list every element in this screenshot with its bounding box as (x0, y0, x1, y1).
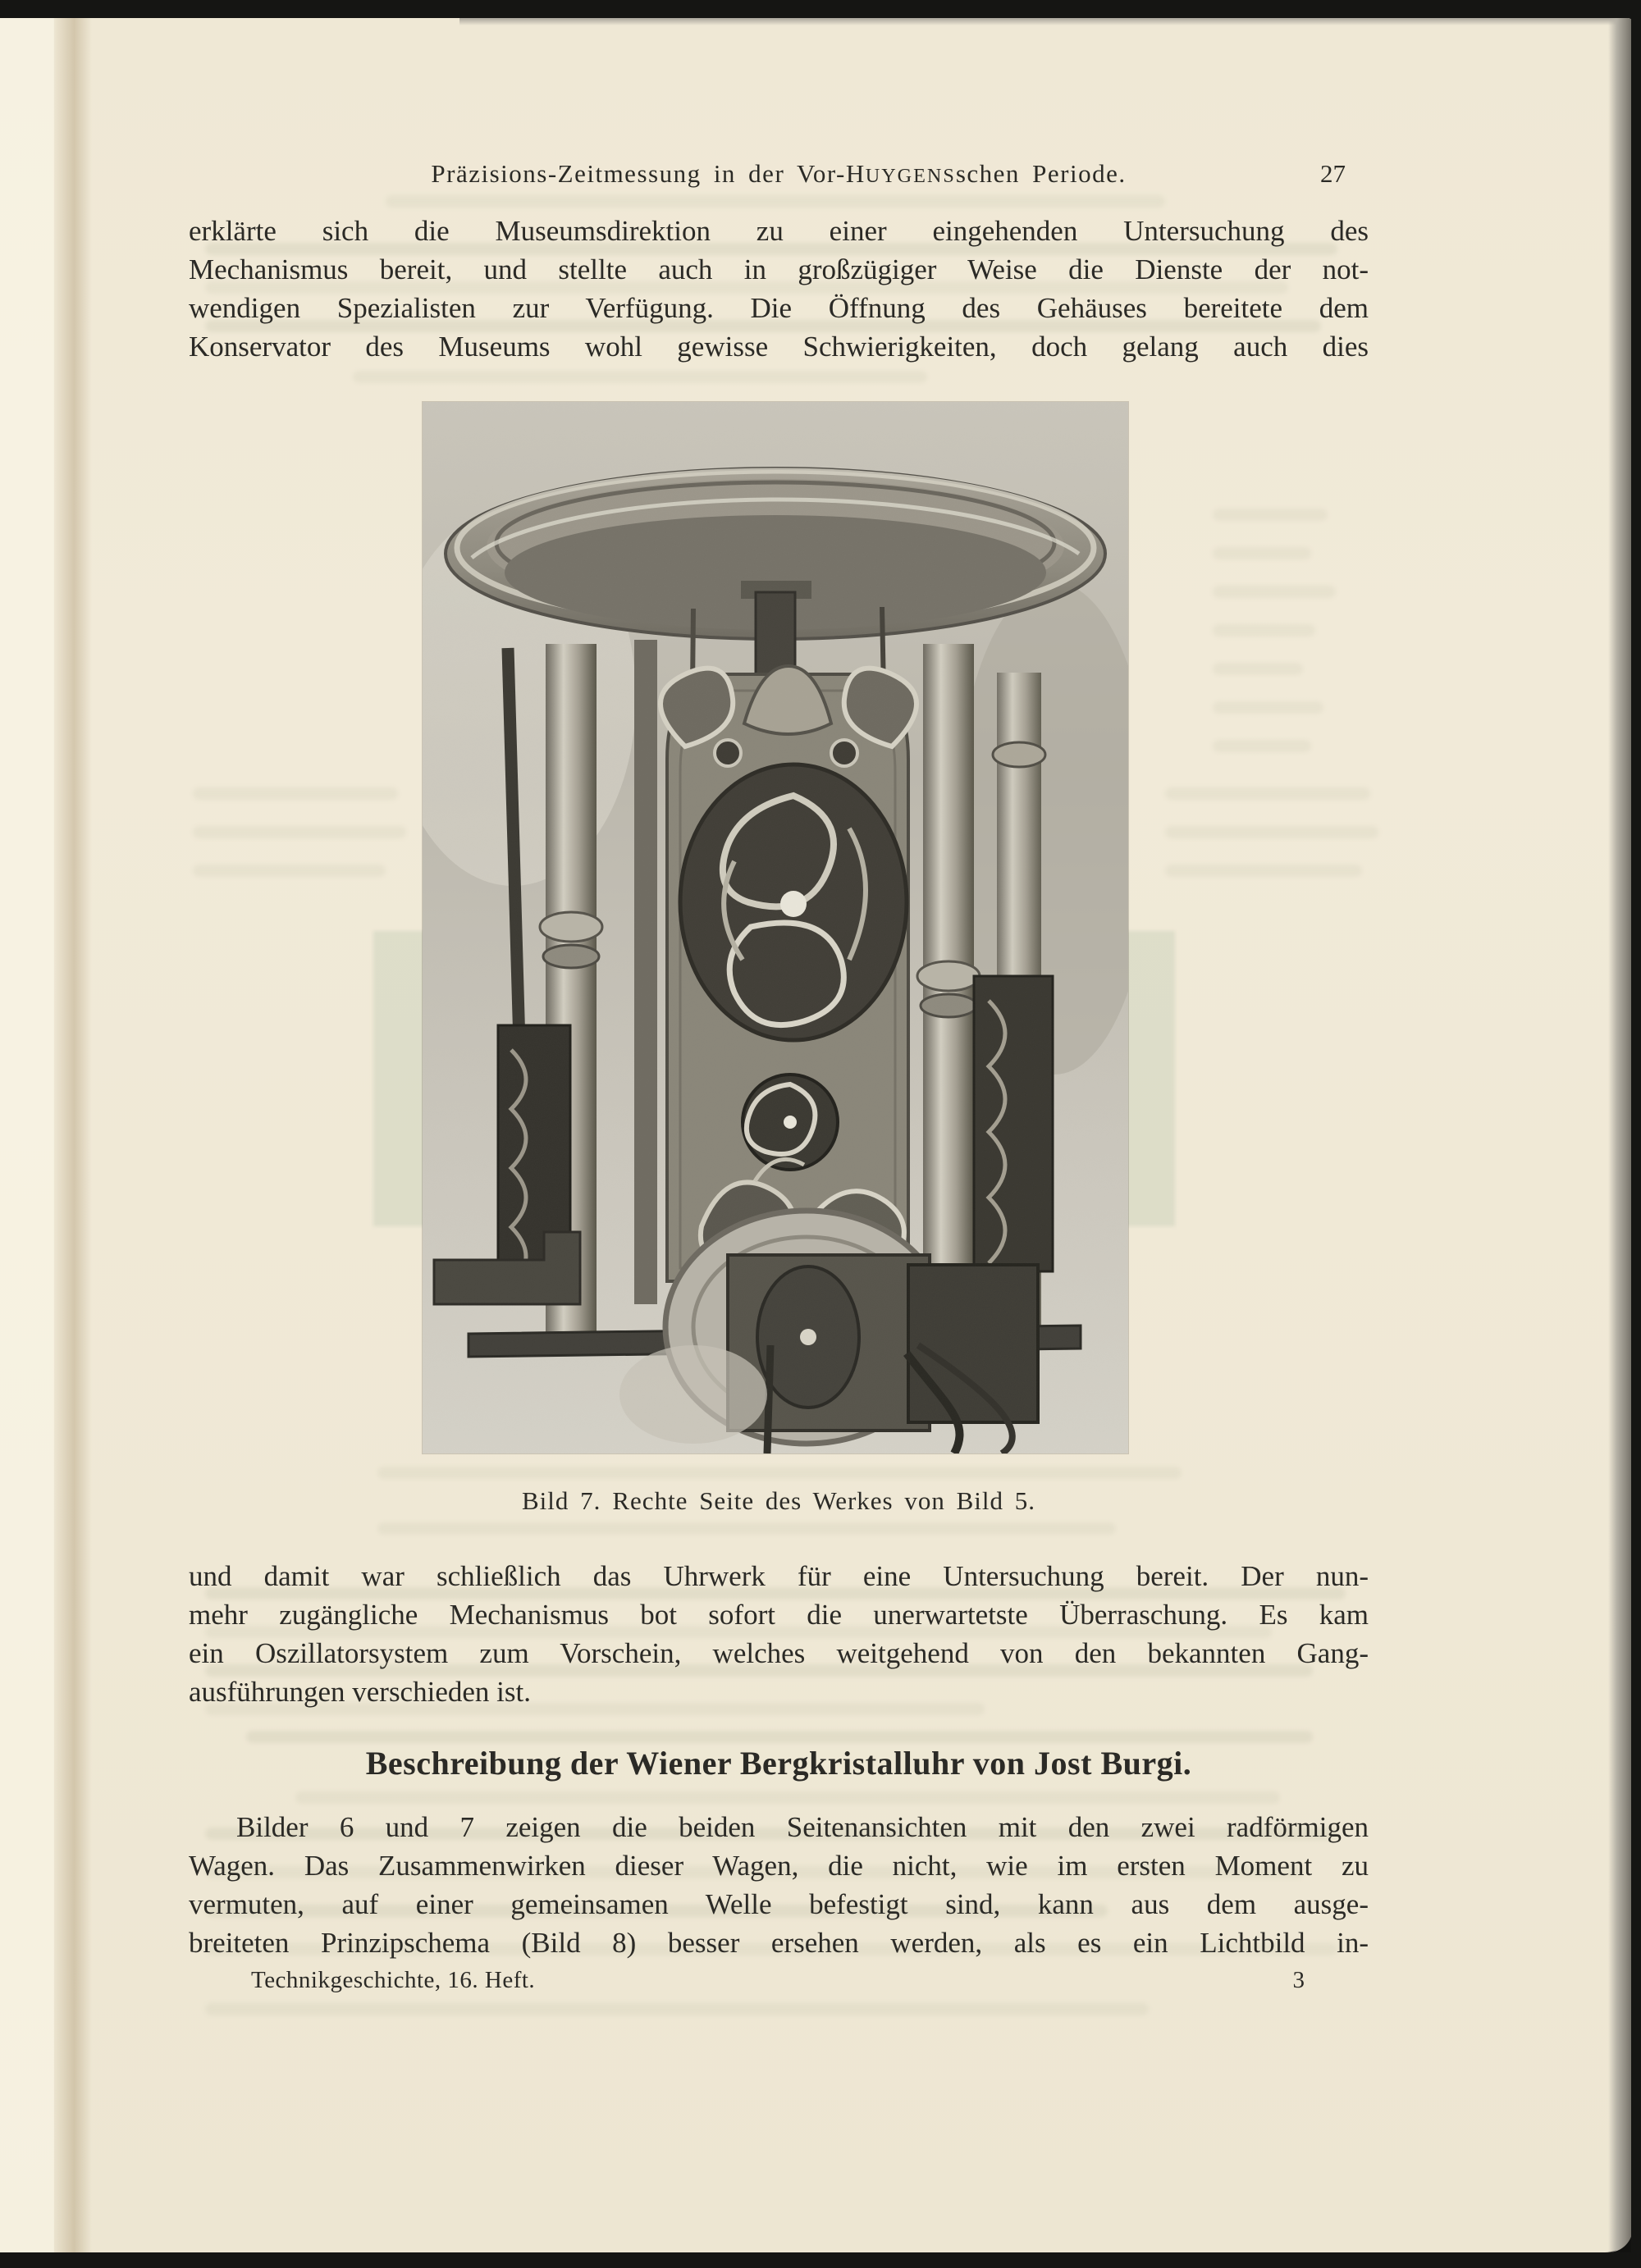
bleedthrough-table-row (1213, 509, 1328, 521)
running-header-smallcaps: UYGENS (865, 165, 956, 187)
paragraph1-line2: Mechanismus bereit, und stellte auch in großzügiger Weise die Dienste der not- (189, 253, 1369, 285)
bleedthrough-line (246, 1731, 1313, 1743)
paragraph2-line2: mehr zugängliche Mechanismus bot sofort die unerwartetste Überraschung. Es kam (189, 1599, 1369, 1631)
paragraph3-line4: breiteten Prinzipschema (Bild 8) besser ersehen werden, als es ein Lichtbild in- (189, 1927, 1369, 1959)
figure-caption-text: Rechte Seite des Werkes von Bild 5. (612, 1486, 1036, 1515)
bleedthrough-line (377, 1522, 1116, 1535)
paragraph3-line2: Wagen. Das Zusammenwirken dieser Wagen, die nicht, wie im ersten Moment zu (189, 1850, 1369, 1882)
footer-signature-number: 3 (1292, 1967, 1305, 1993)
photo-grain-overlay (423, 402, 1128, 1453)
paragraph1-line1: erklärte sich die Museumsdirektion zu einer eingehenden Untersuchung des (189, 215, 1369, 247)
bleedthrough-table-row (1213, 586, 1336, 598)
scan-border-bottom (0, 2252, 1641, 2268)
bleedthrough-table-row (1213, 547, 1311, 559)
bleedthrough-line (353, 371, 927, 383)
bleedthrough-line (295, 1791, 1280, 1804)
paragraph2-line3: ein Oszillatorsystem zum Vorschein, welches weitgehend von den bekannten Gang- (189, 1637, 1369, 1669)
gutter-highlight (0, 18, 54, 2252)
bleedthrough-table-row (1213, 624, 1315, 637)
bleedthrough-line (1165, 826, 1378, 838)
figure-photo (423, 402, 1128, 1453)
scan-border-top (0, 0, 1641, 18)
running-header-title-suffix: schen Periode. (955, 159, 1127, 188)
folio-page-number: 27 (1320, 159, 1346, 188)
bleedthrough-line (193, 787, 398, 800)
bleedthrough-table-row (1213, 663, 1303, 675)
gutter-crease (53, 18, 92, 2252)
page-top-edge (459, 18, 1625, 25)
figure-caption-label: Bild 7. (521, 1486, 601, 1515)
bleedthrough-line (193, 865, 386, 877)
paragraph3-line1: Bilder 6 und 7 zeigen die beiden Seitenansichten mit den zwei radförmigen (236, 1811, 1369, 1843)
running-header-title-prefix: Präzisions-Zeitmessung in der Vor-H (431, 159, 866, 188)
paragraph1-line4: Konservator des Museums wohl gewisse Schwierigkeiten, doch gelang auch dies (189, 331, 1369, 363)
bleedthrough-line (1165, 865, 1362, 877)
bleedthrough-table-row (1213, 701, 1323, 714)
paragraph3-line3: vermuten, auf einer gemeinsamen Welle befestigt sind, kann aus dem ausge- (189, 1888, 1369, 1920)
bleedthrough-line (1165, 787, 1370, 800)
footer-imprint: Technikgeschichte, 16. Heft. (251, 1967, 536, 1993)
bleedthrough-line (377, 1467, 1182, 1479)
bleedthrough-table-row (1213, 740, 1311, 752)
page-stack-edge (1608, 18, 1633, 2252)
paragraph2-line1: und damit war schließlich das Uhrwerk für eine Untersuchung bereit. Der nun- (189, 1560, 1369, 1592)
bleedthrough-line (193, 826, 406, 838)
bleedthrough-line (386, 195, 1165, 208)
section-heading: Beschreibung der Wiener Bergkristalluhr von Jost Burgi. (365, 1745, 1192, 1782)
scan-border-right (1631, 0, 1641, 2268)
paragraph2-line4: ausführungen verschieden ist. (189, 1676, 531, 1708)
paragraph1-line3: wendigen Spezialisten zur Verfügung. Die Öffnung des Gehäuses bereitete dem (189, 292, 1369, 324)
figure-caption (189, 1486, 1369, 1516)
bleedthrough-line (205, 2003, 1149, 2015)
